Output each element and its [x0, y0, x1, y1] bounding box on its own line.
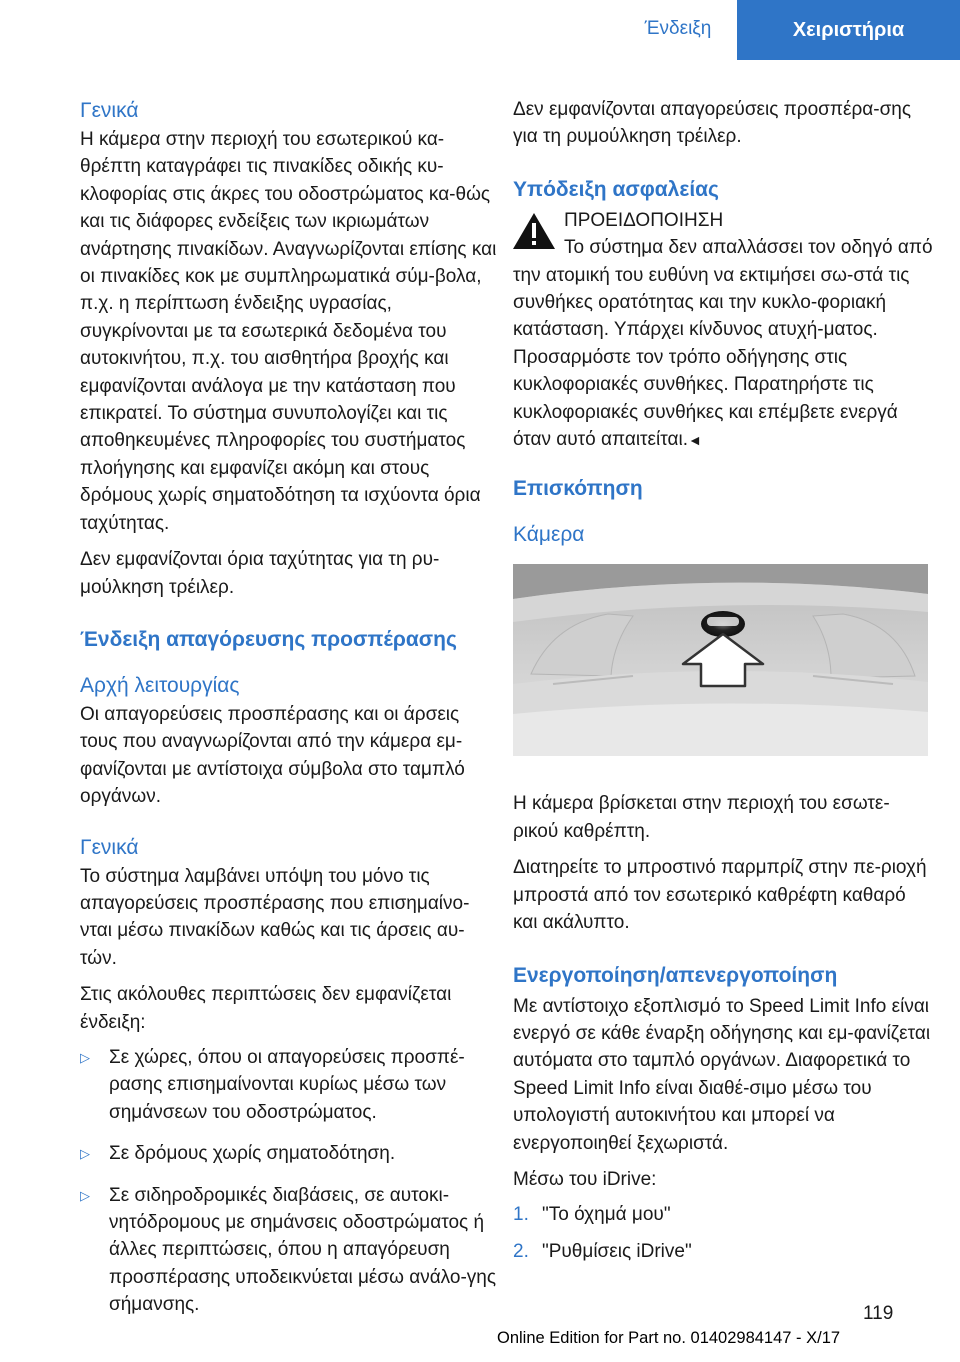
paragraph: Με αντίστοιχο εξοπλισμό το Speed Limit Info είναι ενεργό σε κάθε έναρξη οδήγησης και εμ-φανίζεται αυτόματα στο ταμπλό οργάνων. Διαφορετικά το Speed Limit Info είναι διαθέ-σιμο μέσω του υπολογιστή αυτοκινήτου και μπορεί να ενεργοποιηθεί ξεχωριστά. [513, 995, 931, 1154]
warning-box [513, 207, 933, 455]
warning-text [513, 234, 933, 454]
step-text: "Το όχημά μου" [542, 1204, 671, 1226]
tab-section[interactable]: Χειριστήρια [737, 0, 960, 60]
section-heading: Ενεργοποίηση/απενεργοποίηση [513, 963, 838, 987]
step-number: 2. [513, 1240, 529, 1262]
steps-list [513, 1201, 933, 1265]
heading-general: Γενικά [80, 835, 139, 859]
section-heading: Υπόδειξη ασφαλείας [513, 177, 719, 201]
list-item [513, 1238, 933, 1265]
paragraph: Το σύστημα λαμβάνει υπόψη του μόνο τις απαγορεύσεις προσπέρασης που επισημαίνο-νται μέσω πινακίδων καθώς και τις άρσεις αυ-τών. [80, 865, 470, 969]
warning-text-body: Το σύστημα δεν απαλλάσσει τον οδηγό από την ατομική του ευθύνη να εκτιμήσει σω-στά τις συνθήκες ορατότητας και την κυκλο-φοριακή κατάσταση. Υπάρχει κίνδυνος ατυχή-ματος. Προσαρμόστε τον τρόπο οδήγησης στις κυκλοφοριακές συνθήκες. Παρατηρήστε τις κυκλοφοριακές συνθήκες και επέμβετε ενεργά όταν αυτό απαιτείται. [513, 237, 933, 451]
list-item-text: Σε χώρες, όπου οι απαγορεύσεις προσπέ-ρασης επισημαίνονται κυρίως μέσω των σημάνσεων του οδοστρώματος. [109, 1046, 465, 1123]
paragraph: Η κάμερα στην περιοχή του εσωτερικού κα-θρέπτη καταγράφει τις πινακίδες οδικής κυ-κλοφορίας στις άκρες του οδοστρώματος κα-θώς και τις διάφορες ενδείξεις των ικριωμάτων ανάρτησης πινακίδων. Αναγνωρίζονται επίσης και οι πινακίδες κοκ με συμπληρωματικά σύμ-βολα, π.χ. η περίπτωση ένδειξης υγρασίας, συγκρίνονται με τα εσωτερικά δεδομένα του αυτοκινήτου, π.χ. του αισθητήρα βροχής και εμφανίζονται ανάλογα με την κατάσταση που επικρατεί. Το σύστημα συνυπολογίζει και τις αποθηκευμένες πληροφορίες του συστήματος πλοήγησης και εμφανίζει ακόμη και στους δρόμους χωρίς σηματοδότηση τα ισχύοντα όρια ταχύτητας. [80, 129, 497, 534]
triangle-bullet-icon: ▷ [80, 1049, 90, 1065]
list-item [80, 1182, 500, 1319]
section-heading: Ένδειξη απαγόρευσης προσπέρασης [80, 627, 457, 651]
triangle-bullet-icon: ▷ [80, 1187, 90, 1203]
paragraph: Οι απαγορεύσεις προσπέρασης και οι άρσεις τους που αναγνωρίζονται από την κάμερα εμ-φανίζονται με αντίστοιχα σύμβολα στο ταμπλό οργάνων. [80, 703, 465, 808]
paragraph: Δεν εμφανίζονται απαγορεύσεις προσπέρα-σης για τη ρυμούλκηση τρέιλερ. [513, 99, 912, 148]
tab-index[interactable]: Ένδειξη [644, 18, 712, 39]
paragraph: Στις ακόλουθες περιπτώσεις δεν εμφανίζεται ένδειξη: [80, 984, 452, 1033]
heading-camera: Κάμερα [513, 523, 585, 547]
step-text: "Ρυθμίσεις iDrive" [542, 1240, 692, 1262]
list-item [80, 1044, 500, 1126]
heading-principle: Αρχή λειτουργίας [80, 673, 240, 697]
step-number: 1. [513, 1204, 529, 1226]
paragraph: Μέσω του iDrive: [513, 1168, 657, 1190]
edition-footer: Online Edition for Part no. 01402984147 - X/17 [497, 1329, 841, 1347]
list-item [80, 1140, 500, 1167]
list-item-text: Σε δρόμους χωρίς σηματοδότηση. [109, 1143, 396, 1165]
heading-general: Γενικά [80, 99, 139, 122]
header-bar [0, 0, 960, 60]
bullet-list [80, 1044, 500, 1319]
warning-triangle-icon [511, 211, 557, 251]
end-mark-icon: ◄ [687, 432, 702, 449]
warning-title: ΠΡΟΕΙΔΟΠΟΙΗΣΗ [564, 209, 724, 231]
image-caption: Η κάμερα βρίσκεται στην περιοχή του εσωτε-ρικού καθρέπτη. [513, 793, 890, 842]
list-item-text: Σε σιδηροδρομικές διαβάσεις, σε αυτοκι-νητόδρομους με σημάνσεις οδοστρώματος ή άλλες περιπτώσεις, όπου η απαγόρευση προσπέρασης υποδεικνύεται μέσω ανάλο-γης σήμανσης. [109, 1184, 497, 1316]
right-column [513, 96, 933, 1274]
paragraph: Διατηρείτε το μπροστινό παρμπρίζ στην πε-ριοχή μπροστά από τον εσωτερικό καθρέφτη καθαρό και ακάλυπτο. [513, 857, 927, 934]
triangle-bullet-icon: ▷ [80, 1146, 90, 1162]
section-heading: Επισκόπηση [513, 477, 643, 501]
paragraph: Δεν εμφανίζονται όρια ταχύτητας για τη ρυ-μούλκηση τρέιλερ. [80, 549, 440, 598]
camera-location-image [513, 564, 928, 756]
list-item [513, 1201, 933, 1228]
page-number: 119 [863, 1303, 894, 1324]
left-column [80, 96, 500, 1328]
